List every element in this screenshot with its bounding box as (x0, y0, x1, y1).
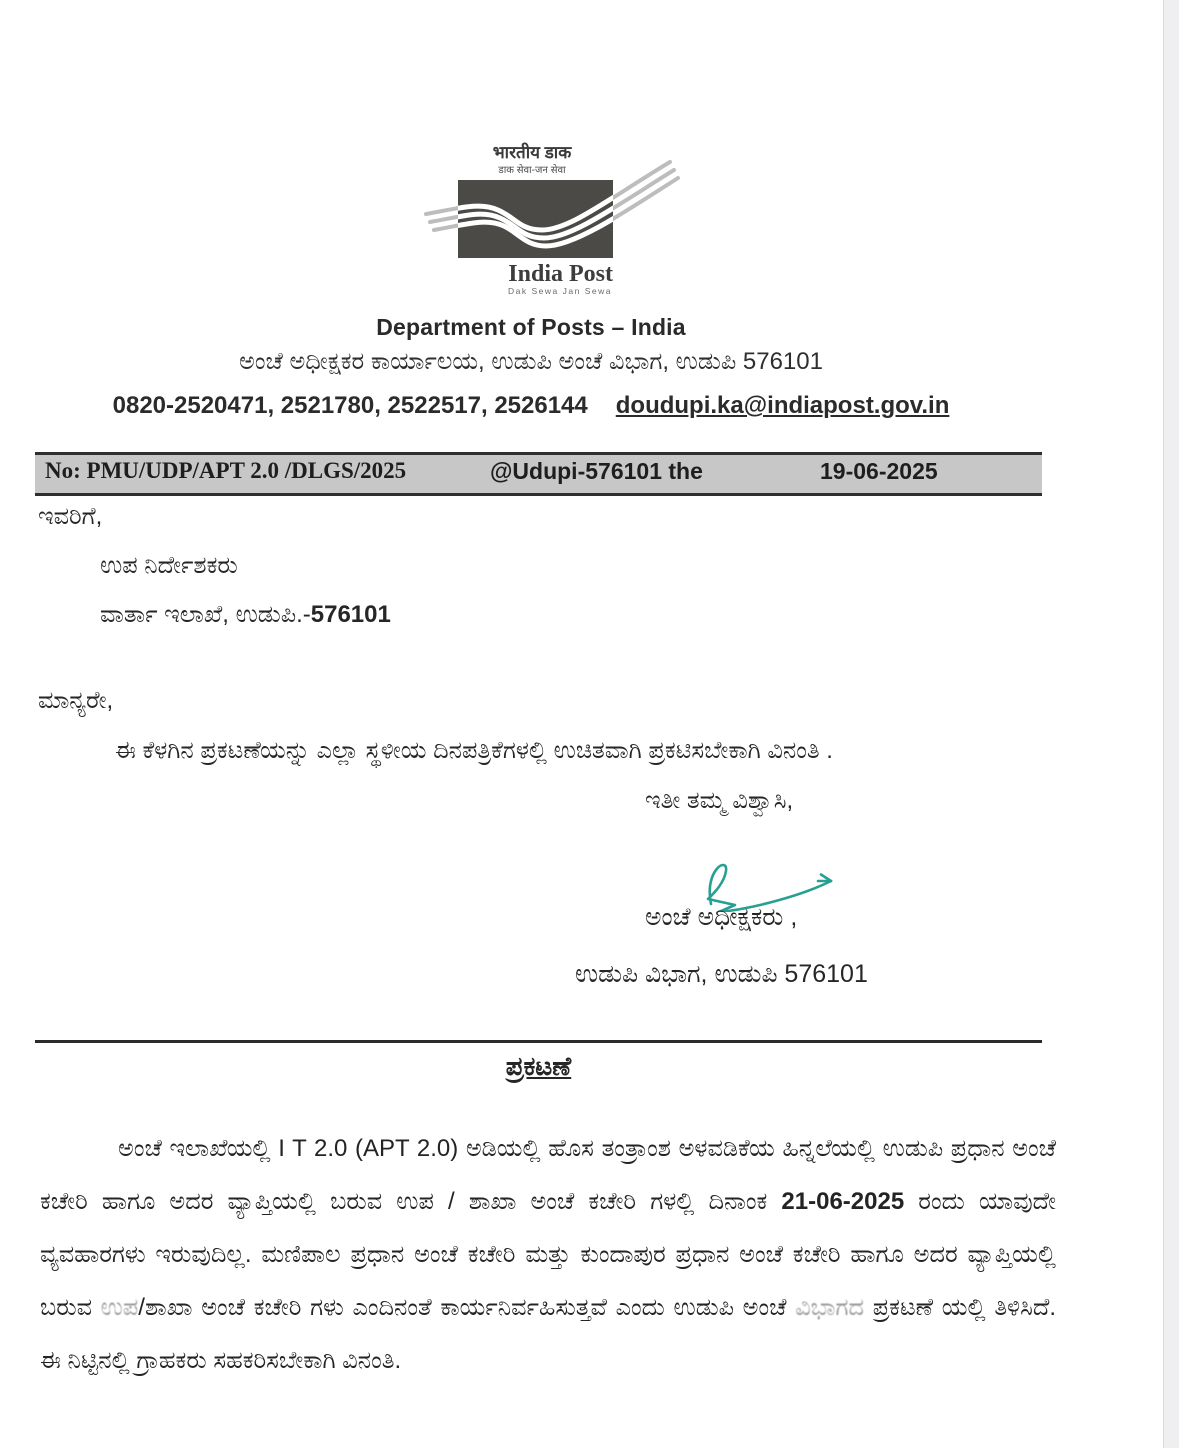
page-edge-shadow (1163, 0, 1179, 1448)
announcement-text-1: ರಂದು ಯಾವುದೇ ವ್ಯವಹಾರಗಳು ಇರುವುದಿಲ್ಲ. ಮಣಿಪಾಲ ಪ್ರಧಾನ ಅಂಚೆ ಕಚೇರಿ ಮತ್ತು ಕುಂದಾಪುರ ಪ್ರಧಾನ ಅಂಚೆ ಕಚೇರಿ ಹಾಗೂ ಅದರ ವ್ಯಾಪ್ತಿಯಲ್ಲಿ ಬರುವ (40, 1188, 1056, 1321)
announcement-smudged-word-1: ಉಪ (100, 1294, 139, 1321)
logo-hindi-subtitle: डाक सेवा-जन सेवा (498, 165, 566, 176)
request-line: ಈ ಕೆಳಗಿನ ಪ್ರಕಟಣೆಯನ್ನು ಎಲ್ಲಾ ಸ್ಥಳೀಯ ದಿನಪತ್ರಿಕೆಗಳಲ್ಲಿ ಉಚಿತವಾಗಿ ಪ್ರಕಟಿಸಬೇಕಾಗಿ ವಿನಂತಿ . (115, 737, 833, 764)
announcement-smudged-word-2: ವಿಭಾಗದ (795, 1294, 865, 1321)
office-address-line: ಅಂಚೆ ಅಧೀಕ್ಷಕರ ಕಾರ್ಯಾಲಯ, ಉಡುಪಿ ಅಂಚೆ ವಿಭಾಗ, ಉಡುಪಿ 576101 (239, 348, 823, 375)
india-post-logo (420, 138, 680, 303)
logo-hindi-title: भारतीय डाक (492, 143, 572, 162)
contact-line (0, 392, 1062, 420)
separator-rule (35, 1040, 1042, 1043)
announcement-closure-date: 21-06-2025 (781, 1188, 905, 1215)
reference-bar (35, 452, 1042, 496)
announcement-text-3: ಪ್ರಕಟಣೆ ಯಲ್ಲಿ ತಿಳಿಸಿದೆ. ಈ ನಿಟ್ಟಿನಲ್ಲಿ ಗ್ರಾಹಕರು ಸಹಕರಿಸಬೇಕಾಗಿ ವಿನಂತಿ. (40, 1294, 1057, 1374)
announcement-text-before-date: ಅಂಚೆ ಇಲಾಖೆಯಲ್ಲಿ I T 2.0 (APT 2.0) ಅಡಿಯಲ್ಲಿ ಹೊಸ ತಂತ್ರಾಂಶ ಅಳವಡಿಕೆಯ ಹಿನ್ನಲೆಯಲ್ಲಿ ಉಡುಪಿ ಪ್ರಧಾನ ಅಂಚೆ ಕಚೇರಿ ಹಾಗೂ ಅದರ ವ್ಯಾಪ್ತಿಯಲ್ಲಿ ಬರುವ ಉಪ / ಶಾಖಾ ಅಂಚೆ ಕಚೇರಿ ಗಳಲ್ಲಿ ದಿನಾಂಕ (40, 1135, 1056, 1215)
announcement-paragraph (40, 1122, 1056, 1387)
recipient-department (100, 601, 391, 629)
logo-tagline: Dak Sewa Jan Sewa (508, 286, 612, 296)
recipient-title: ಉಪ ನಿರ್ದೇಶಕರು (100, 552, 238, 579)
salutation: ಮಾನ್ಯರೇ, (38, 687, 114, 714)
reference-place: @Udupi-576101 the (490, 458, 703, 484)
recipient-pin-code: 576101 (310, 601, 391, 628)
phone-numbers: 0820-2520471, 2521780, 2522517, 2526144 (112, 392, 588, 419)
logo-india-post-text: India Post (508, 261, 613, 287)
recipient-department-text: ವಾರ್ತಾ ಇಲಾಖೆ, ಉಡುಪಿ.- (100, 601, 311, 628)
reference-number: No: PMU/UDP/APT 2.0 /DLGS/2025 (45, 458, 407, 483)
closing-line: ಇತೀ ತಮ್ಮ ವಿಶ್ವಾಸಿ, (645, 787, 794, 814)
to-label: ಇವರಿಗೆ, (38, 503, 103, 530)
reference-date: 19-06-2025 (820, 458, 938, 484)
announcement-heading: ಪ್ರಕಟಣೆ (505, 1051, 572, 1081)
department-title: Department of Posts – India (376, 314, 686, 340)
announcement-text-2: /ಶಾಖಾ ಅಂಚೆ ಕಚೇರಿ ಗಳು ಎಂದಿನಂತೆ ಕಾರ್ಯನಿರ್ವಹಿಸುತ್ತವೆ ಎಂದು ಉಡುಪಿ ಅಂಚೆ (138, 1294, 796, 1321)
email-address: doudupi.ka@indiapost.gov.in (615, 392, 950, 419)
signatory-title: ಅಂಚೆ ಅಧೀಕ್ಷಕರು , (645, 903, 798, 931)
signatory-division: ಉಡುಪಿ ವಿಭಾಗ, ಉಡುಪಿ 576101 (575, 960, 868, 988)
